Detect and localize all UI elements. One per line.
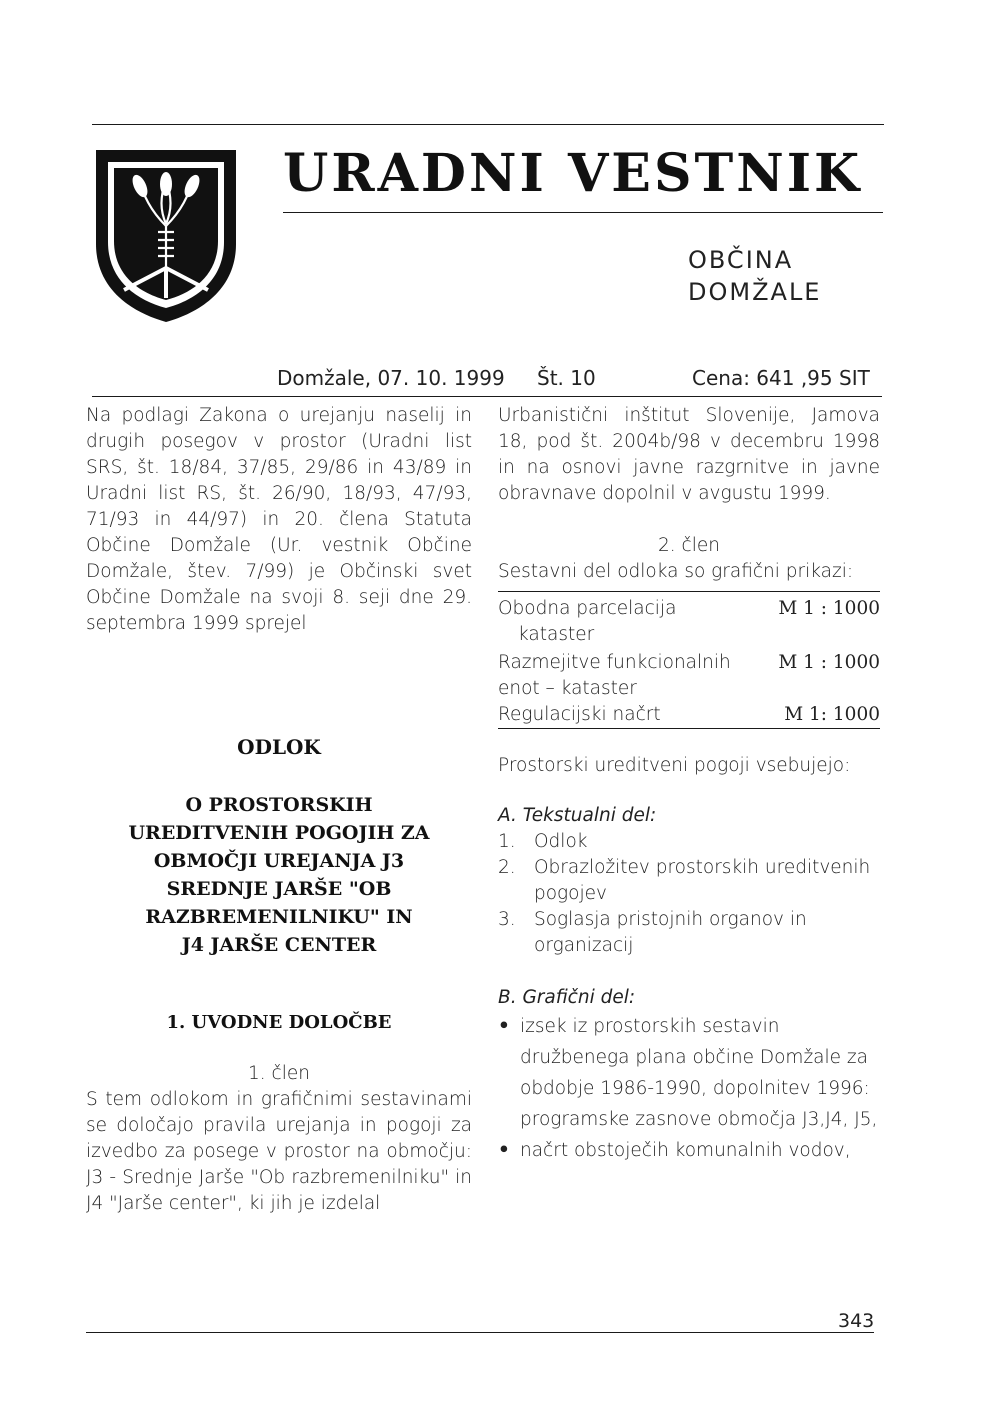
list-item-text: Odlok [534,831,588,852]
bullet-icon: • [498,1140,510,1161]
document-title-line: J4 JARŠE CENTER [181,934,377,956]
left-column [86,403,472,1217]
continuation-text: Urbanistični inštitut Slovenije, Jamova 18, pod št. 2004b/98 v decembru 1998 in na osnovi javne razgrnitve in javne obravnave dopolnil v avgustu 1999. [498,405,880,504]
preamble-text: Na podlagi Zakona o urejanju naselij in drugih posegov v prostor (Uradni list SRS, št. 18/84, 37/85, 29/86 in 43/89 in Uradni list RS, št. 26/90, 18/93, 47/93, 71/93 in 44/97) in 20. člena Statuta Občine Domžale (Ur. vestnik Občine Domžale, štev. 7/99) je Občinski svet Občine Domžale na svoji 8. seji dne 29. septembra 1999 sprejel [86,405,472,634]
bullet-icon: • [498,1016,510,1037]
page-number: 343 [838,1310,875,1332]
plan-name: Obodna parcelacija [498,598,677,619]
right-column [498,403,880,1166]
issue-price: Cena: 641 ,95 SIT [692,366,870,390]
plan-name: Regulacijski načrt [498,704,661,725]
list-item [498,829,880,855]
plan-scale: M 1: 1000 [784,704,880,725]
plan-name-cont: enot – kataster [498,678,637,699]
document-title-line: RAZBREMENILNIKU" IN [145,906,413,928]
list-item [498,1011,880,1135]
document-title-line: UREDITVENIH POGOJIH ZA [128,822,430,844]
municipality-name [688,244,888,308]
section-a-list [498,829,880,959]
issue-number: Št. 10 [537,366,596,390]
article-2-heading: 2. člen [658,535,720,556]
plan-scale: M 1 : 1000 [778,652,880,673]
chapter-heading: 1. UVODNE DOLOČBE [166,1012,392,1033]
plan-name-cont: kataster [518,624,595,645]
table-row [498,650,880,702]
contents-intro: Prostorski ureditveni pogoji vsebujejo: [498,755,851,776]
document-title-line: SREDNJE JARŠE "OB [166,878,392,900]
footer-rule [86,1332,874,1333]
document-type: ODLOK [237,735,321,759]
table-row [498,702,880,729]
title-rule [283,212,883,213]
document-title-line: OBMOČJI UREJANJA J3 [153,850,405,872]
issue-rule [92,396,882,397]
article-1-text: S tem odlokom in grafičnimi sestavinami se določajo pravila urejanja in pogoji za izvedbo za posege v prostor na območju: J3 - Srednje Jarše "Ob razbremenilniku" in J4 "Jarše center", ki jih je izdelal [86,1089,472,1214]
publication-title: URADNI VESTNIK [283,143,863,204]
coat-of-arms-emblem [94,148,238,324]
list-item-number: 2. [498,857,516,878]
section-a-label: A. Tekstualni del: [498,805,657,826]
municipality-line2: DOMŽALE [688,278,822,306]
plan-scale: M 1 : 1000 [778,598,880,619]
list-item [498,907,880,959]
section-b-label: B. Grafični del: [498,987,636,1008]
list-item-text: izsek iz prostorskih sestavin družbenega plana občine Domžale za obdobje 1986-1990, dopolnitev 1996: programske zasnove območja J3,J4, J5, [520,1016,878,1130]
list-item-text: Soglasja pristojnih organov in organizacij [534,909,807,956]
top-rule [92,124,884,125]
list-item [498,855,880,907]
document-title [86,791,472,959]
list-item-number: 1. [498,831,516,852]
issue-date: Domžale, 07. 10. 1999 [277,366,505,390]
table-row [498,596,880,648]
plans-table [498,591,880,729]
plan-name: Razmejitve funkcionalnih [498,652,731,673]
list-item-text: Obrazložitev prostorskih ureditvenih pogojev [534,857,871,904]
document-title-line: O PROSTORSKIH [185,794,373,816]
municipality-line1: OBČINA [688,246,794,274]
list-item-text: načrt obstoječih komunalnih vodov, [520,1140,851,1161]
article-1-heading: 1. člen [248,1063,310,1084]
article-2-intro: Sestavni del odloka so grafični prikazi: [498,561,854,582]
list-item [498,1135,880,1166]
section-b-list [498,1011,880,1166]
list-item-number: 3. [498,909,516,930]
